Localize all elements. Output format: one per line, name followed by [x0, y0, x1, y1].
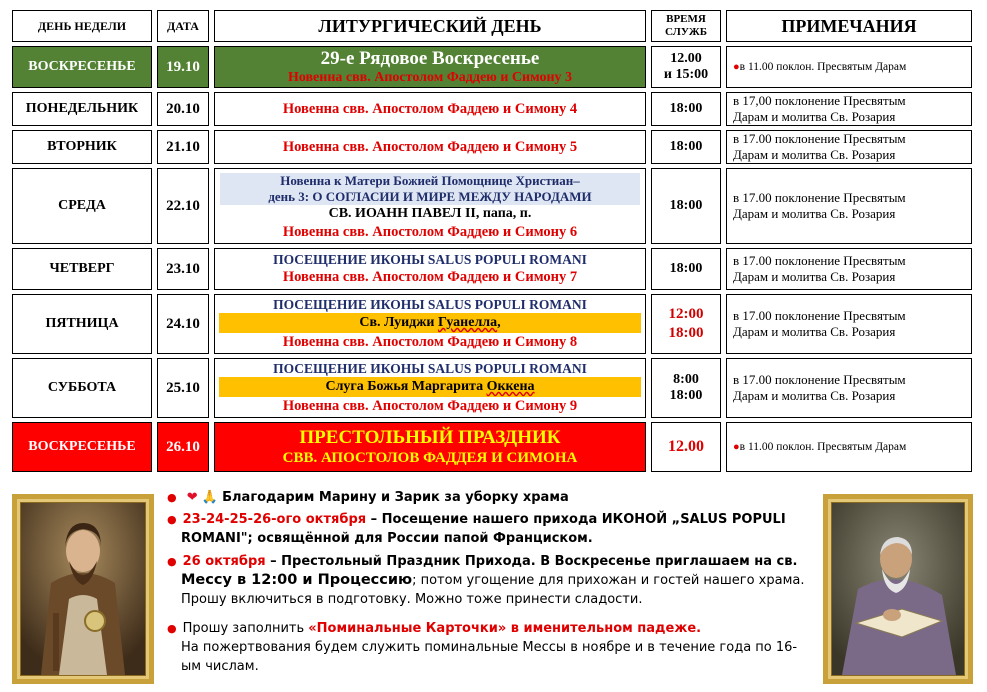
novena-line: Новенна свв. Апостолом Фаддею и Симону 5 — [282, 139, 578, 155]
note-row — [733, 59, 906, 75]
date-cell-2410 — [157, 294, 209, 354]
header-date-label: ДАТА — [167, 18, 199, 33]
novena-line: Новенна свв. Апостолом Фаддею и Симону 4 — [282, 101, 578, 117]
day-label: ПОНЕДЕЛЬНИК — [25, 101, 139, 116]
day-cell-tuesday — [12, 130, 152, 164]
novena-line: Новенна свв. Апостолом Фаддею и Симону 6 — [282, 223, 578, 240]
liturgical-cell-2510 — [214, 358, 646, 418]
day-cell-monday — [12, 92, 152, 126]
time-line1: 12.00 — [670, 51, 702, 66]
saint-name-part2: Оккена — [486, 379, 535, 394]
note-line2: Дарам и молитва Св. Розария — [733, 324, 896, 339]
note-cell-2010 — [726, 92, 972, 126]
note-cell-2110 — [726, 130, 972, 164]
bullet-dot-icon: ● — [733, 441, 740, 453]
day-label: ЧЕТВЕРГ — [49, 261, 115, 276]
painting-frame-left — [12, 494, 154, 684]
time-cell-2610 — [651, 422, 721, 472]
novena-title-line1: Новенна к Матери Божией Помощнице Христиан– — [280, 172, 580, 188]
saint-name-part2: Гуанелла — [437, 315, 498, 330]
day-label: ВОСКРЕСЕНЬЕ — [28, 439, 136, 454]
day-label: ПЯТНИЦА — [45, 316, 119, 331]
liturgical-cell-2010 — [214, 92, 646, 126]
saint-jude-painting — [20, 502, 146, 676]
day-cell-saturday — [12, 358, 152, 418]
header-time-line2: СЛУЖБ — [664, 26, 708, 38]
liturgical-cell-2110 — [214, 130, 646, 164]
day-label: СРЕДА — [58, 198, 106, 213]
day-cell-thursday — [12, 248, 152, 290]
liturgical-cell-2210 — [214, 168, 646, 244]
heart-icon: ❤ — [186, 490, 198, 505]
time-line1: 18:00 — [669, 261, 703, 276]
prepare-text: Прошу включиться в подготовку. Можно тоже принести сладости. — [181, 592, 643, 607]
bullet-dot-icon: ● — [733, 61, 740, 73]
date-cell-2510 — [157, 358, 209, 418]
date-label: 22.10 — [166, 197, 200, 214]
saint-band — [219, 377, 641, 397]
note-line1: в 17.00 поклонение Пресвятым — [733, 253, 906, 268]
date-label: 19.10 — [166, 58, 200, 75]
day-label: ВОСКРЕСЕНЬЕ — [28, 59, 136, 74]
time-line2: 18:00 — [668, 325, 704, 341]
novena-line: Новенна свв. Апостолом Фаддею и Симону 3 — [287, 70, 573, 85]
note-cell-2510 — [726, 358, 972, 418]
time-cell-2410 — [651, 294, 721, 354]
date-label: 24.10 — [166, 315, 200, 332]
note-cell-2410 — [726, 294, 972, 354]
liturgical-title: 29-е Рядовое Воскресенье — [320, 48, 540, 69]
liturgical-cell-2610 — [214, 422, 646, 472]
saint-name-part3: , — [497, 315, 501, 330]
note-cell-2610 — [726, 422, 972, 472]
icon-visit-text: – Посещение нашего прихода ИКОНОЙ „SALUS POPULI — [366, 512, 786, 527]
bullet-dot-icon: ● — [167, 622, 177, 635]
note-line2: Дарам и молитва Св. Розария — [733, 109, 896, 124]
header-time — [651, 10, 721, 42]
saint-jude-image — [21, 503, 145, 675]
note-line1: в 17.00 поклонение Пресвятым — [733, 190, 906, 205]
announcement-4 — [167, 619, 807, 676]
header-day — [12, 10, 152, 42]
day-cell-wednesday — [12, 168, 152, 244]
novena-band — [220, 173, 640, 205]
note-line1: в 17.00 поклонение Пресвятым — [733, 372, 906, 387]
note-line2: Дарам и молитва Св. Розария — [733, 388, 896, 403]
date-label: 20.10 — [166, 100, 200, 117]
painting-frame-right — [823, 494, 973, 684]
time-cell-1910 — [651, 46, 721, 88]
day-label: СУББОТА — [47, 380, 117, 395]
memorial-cards-text: «Поминальные Карточки» в именительном падеже. — [308, 621, 702, 636]
note-line1: в 17.00 поклонение Пресвятым — [733, 308, 906, 323]
saint-name-part1: Св. Луиджи — [359, 315, 438, 330]
header-time-line1: ВРЕМЯ — [666, 13, 706, 25]
header-liturgical — [214, 10, 646, 42]
date-cell-1910 — [157, 46, 209, 88]
thanks-text: Благодарим Марину и Зарик за уборку храма — [222, 490, 569, 505]
time-cell-2110 — [651, 130, 721, 164]
date-label: 26.10 — [166, 438, 200, 455]
liturgical-cell-2310 — [214, 248, 646, 290]
mass-time-text: Мессу в 12:00 и Процессию — [181, 572, 413, 588]
note-line2: Дарам и молитва Св. Розария — [733, 269, 896, 284]
header-date — [157, 10, 209, 42]
time-cell-2010 — [651, 92, 721, 126]
icon-visit-line: ПОСЕЩЕНИЕ ИКОНЫ SALUS POPULI ROMANI — [273, 361, 587, 376]
date-label: 25.10 — [166, 379, 200, 396]
feast-text: – Престольный Праздник Прихода. В Воскресенье приглашаем на св. — [265, 554, 798, 569]
header-notes — [726, 10, 972, 42]
note-text: в 11.00 поклон. Пресвятым Дарам — [739, 441, 907, 453]
day-cell-sunday-1910 — [12, 46, 152, 88]
time-line1: 18:00 — [669, 198, 703, 213]
date-cell-2110 — [157, 130, 209, 164]
praying-hands-icon: 🙏 — [201, 490, 218, 505]
saint-line: СВ. ИОАНН ПАВЕЛ II, папа, п. — [328, 205, 532, 221]
day-cell-sunday-2610 — [12, 422, 152, 472]
bullet-dot-icon: ● — [167, 513, 177, 526]
note-cell-1910 — [726, 46, 972, 88]
liturgical-cell-2410 — [214, 294, 646, 354]
time-cell-2510 — [651, 358, 721, 418]
feast-title: ПРЕСТОЛЬНЫЙ ПРАЗДНИК — [299, 427, 561, 448]
fill-in-text: Прошу заполнить — [182, 621, 309, 636]
note-cell-2210 — [726, 168, 972, 244]
time-cell-2210 — [651, 168, 721, 244]
note-cell-2310 — [726, 248, 972, 290]
saint-simon-painting — [831, 502, 965, 676]
time-line2: и 15:00 — [663, 67, 709, 82]
date-cell-2010 — [157, 92, 209, 126]
header-notes-label: ПРИМЕЧАНИЯ — [781, 15, 917, 36]
date-cell-2210 — [157, 168, 209, 244]
day-cell-friday — [12, 294, 152, 354]
header-day-label: ДЕНЬ НЕДЕЛИ — [37, 18, 127, 33]
day-label: ВТОРНИК — [47, 139, 117, 154]
note-line1: в 17.00 поклонение Пресвятым — [733, 131, 906, 146]
note-line2: Дарам и молитва Св. Розария — [733, 147, 896, 162]
icon-visit-line: ПОСЕЩЕНИЕ ИКОНЫ SALUS POPULI ROMANI — [273, 297, 587, 312]
novena-line: Новенна свв. Апостолом Фаддею и Симону 9 — [282, 398, 578, 414]
note-line2: Дарам и молитва Св. Розария — [733, 206, 896, 221]
dates-text: 23-24-25-26-ого октября — [182, 512, 367, 527]
time-line1: 8:00 — [673, 372, 699, 387]
novena-line: Новенна свв. Апостолом Фаддею и Симону 8 — [282, 334, 578, 350]
time-line1: 12.00 — [668, 438, 704, 455]
bullet-dot-icon: ● — [167, 555, 177, 568]
time-line1: 18:00 — [669, 139, 703, 154]
novena-title-line2: день 3: О СОГЛАСИИ И МИРЕ МЕЖДУ НАРОДАМИ — [268, 188, 592, 204]
time-line2: 18:00 — [669, 388, 703, 403]
header-liturgical-label: ЛИТУРГИЧЕСКИЙ ДЕНЬ — [318, 15, 542, 36]
saint-name-part1: Слуга Божья Маргарита — [325, 379, 487, 394]
masses-text-2: ым числам. — [181, 659, 259, 674]
note-line1: в 17,00 поклонение Пресвятым — [733, 93, 906, 108]
liturgical-cell-1910 — [214, 46, 646, 88]
novena-line: Новенна свв. Апостолом Фаддею и Симону 7 — [282, 269, 578, 285]
icon-visit-line: ПОСЕЩЕНИЕ ИКОНЫ SALUS POPULI ROMANI — [273, 252, 587, 267]
reception-text: ; потом угощение для прихожан и гостей нашего храма. — [412, 573, 805, 588]
time-line1: 12:00 — [668, 306, 704, 322]
note-text: в 11.00 поклон. Пресвятым Дарам — [739, 61, 907, 73]
feast-date-text: 26 октября — [182, 554, 266, 569]
announcement-1 — [167, 488, 807, 507]
note-row — [733, 439, 906, 455]
feast-subtitle: СВВ. АПОСТОЛОВ ФАДДЕЯ И СИМОНА — [282, 450, 578, 466]
saint-simon-image — [832, 503, 964, 675]
saint-band — [219, 313, 641, 333]
time-line1: 18:00 — [669, 101, 703, 116]
icon-visit-text-2: ROMANI"; освящённой для России папой Франциском. — [181, 531, 593, 546]
announcement-3 — [167, 552, 807, 609]
date-label: 23.10 — [166, 260, 200, 277]
announcement-2 — [167, 510, 807, 548]
bullet-dot-icon: ● — [167, 491, 177, 504]
masses-text: На пожертвования будем служить поминальные Мессы в ноябре и в течение года по 16- — [181, 640, 798, 655]
time-cell-2310 — [651, 248, 721, 290]
date-cell-2310 — [157, 248, 209, 290]
date-label: 21.10 — [166, 138, 200, 155]
date-cell-2610 — [157, 422, 209, 472]
